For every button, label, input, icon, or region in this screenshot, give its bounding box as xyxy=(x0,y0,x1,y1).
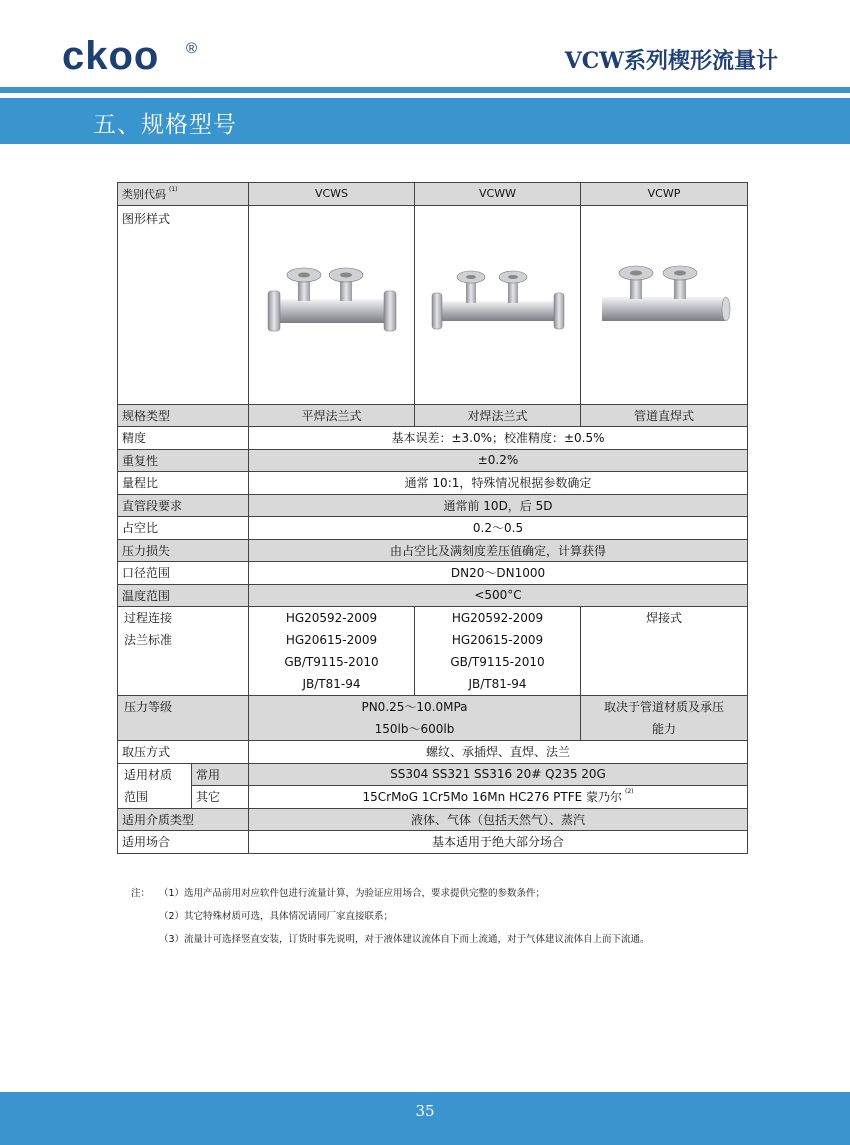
accuracy-label: 精度 xyxy=(118,427,249,450)
spec-type-vcws: 平焊法兰式 xyxy=(249,404,415,427)
temperature-value: <500°C xyxy=(249,584,748,607)
materials-common-value: SS304 SS321 SS316 20# Q235 20G xyxy=(249,763,748,786)
materials-common-row xyxy=(118,763,748,786)
vcwp-meter-illustration xyxy=(594,263,734,343)
vcws-image xyxy=(249,205,415,404)
page-number: 35 xyxy=(415,1102,435,1120)
note-1: （1）选用产品前用对应软件包进行流量计算，为验证应用场合，要求提供完整的参数条件； xyxy=(159,888,546,899)
vcws-meter-illustration xyxy=(262,263,402,343)
temperature-row xyxy=(118,584,748,607)
pressure-class-row xyxy=(118,696,748,741)
spec-table xyxy=(117,182,748,854)
straight-pipe-value: 通常前 10D，后 5D xyxy=(249,494,748,517)
spec-type-vcwp: 管道直焊式 xyxy=(581,404,748,427)
application-row xyxy=(118,831,748,854)
accuracy-row xyxy=(118,427,748,450)
tap-method-value: 螺纹、承插焊、直焊、法兰 xyxy=(249,741,748,764)
spec-type-label: 规格类型 xyxy=(118,404,249,427)
tap-method-row xyxy=(118,741,748,764)
process-connection-row xyxy=(118,607,748,696)
materials-other-label: 其它 xyxy=(192,786,249,809)
occupancy-label: 占空比 xyxy=(118,517,249,540)
graphic-label: 图形样式 xyxy=(118,205,249,404)
process-connection-vcww: HG20592-2009 HG20615-2009 GB/T9115-2010 JB/T81-94 xyxy=(415,607,581,696)
model-vcwp: VCWP xyxy=(581,183,748,206)
diameter-label: 口径范围 xyxy=(118,562,249,585)
repeatability-label: 重复性 xyxy=(118,449,249,472)
materials-other-value: 15CrMoG 1Cr5Mo 16Mn HC276 PTFE 蒙乃尔 $^{(2)}$ xyxy=(249,786,748,809)
range-ratio-label: 量程比 xyxy=(118,472,249,495)
application-label: 适用场合 xyxy=(118,831,249,854)
pressure-class-vcwp: 取决于管道材质及承压 能力 xyxy=(581,696,748,741)
vcww-image xyxy=(415,205,581,404)
model-vcws: VCWS xyxy=(249,183,415,206)
pressure-loss-value: 由占空比及满刻度差压值确定，计算获得 xyxy=(249,539,748,562)
materials-label: 适用材质 范围 xyxy=(118,763,192,808)
materials-common-label: 常用 xyxy=(192,763,249,786)
vcwp-image xyxy=(581,205,748,404)
registered-mark: ® xyxy=(186,40,198,57)
medium-label: 适用介质类型 xyxy=(118,808,249,831)
temperature-label: 温度范围 xyxy=(118,584,249,607)
repeatability-row xyxy=(118,449,748,472)
notes-block xyxy=(131,882,650,951)
notes-prefix: 注： xyxy=(131,888,151,899)
table-header-row xyxy=(118,183,748,206)
document-title: VCW系列楔形流量计 xyxy=(564,48,778,74)
application-value: 基本适用于绝大部分场合 xyxy=(249,831,748,854)
model-vcww: VCWW xyxy=(415,183,581,206)
range-ratio-row xyxy=(118,472,748,495)
pressure-class-value: PN0.25～10.0MPa 150lb～600lb xyxy=(249,696,581,741)
process-connection-vcwp: 焊接式 xyxy=(581,607,748,696)
occupancy-value: 0.2～0.5 xyxy=(249,517,748,540)
process-connection-vcws: HG20592-2009 HG20615-2009 GB/T9115-2010 JB/T81-94 xyxy=(249,607,415,696)
vcww-meter-illustration xyxy=(428,263,568,343)
pressure-loss-row xyxy=(118,539,748,562)
straight-pipe-label: 直管段要求 xyxy=(118,494,249,517)
diameter-value: DN20～DN1000 xyxy=(249,562,748,585)
note-3: （3）流量计可选择竖直安装，订货时事先说明，对于液体建议流体自下而上流通，对于气体建议流体自上而下流通。 xyxy=(159,934,650,945)
medium-row xyxy=(118,808,748,831)
medium-value: 液体、气体（包括天然气）、蒸汽 xyxy=(249,808,748,831)
note-2: （2）其它特殊材质可选，具体情况请同厂家直接联系； xyxy=(159,911,394,922)
pressure-loss-label: 压力损失 xyxy=(118,539,249,562)
occupancy-row xyxy=(118,517,748,540)
straight-pipe-row xyxy=(118,494,748,517)
tap-method-label: 取压方式 xyxy=(118,741,249,764)
ckoo-logo: ckoo xyxy=(62,34,160,78)
spec-type-row xyxy=(118,404,748,427)
category-code-header: 类别代码 $^{(1)}$ xyxy=(118,183,249,206)
accuracy-value: 基本误差：±3.0%；校准精度：±0.5% xyxy=(249,427,748,450)
materials-other-row xyxy=(118,786,748,809)
section-title: 五、规格型号 xyxy=(93,112,237,138)
pressure-class-label: 压力等级 xyxy=(118,696,249,741)
diameter-row xyxy=(118,562,748,585)
repeatability-value: ±0.2% xyxy=(249,449,748,472)
process-connection-label: 过程连接 法兰标准 xyxy=(118,607,249,696)
header-divider xyxy=(0,87,850,93)
range-ratio-value: 通常 10:1，特殊情况根据参数确定 xyxy=(249,472,748,495)
graphic-row xyxy=(118,205,748,404)
spec-type-vcww: 对焊法兰式 xyxy=(415,404,581,427)
